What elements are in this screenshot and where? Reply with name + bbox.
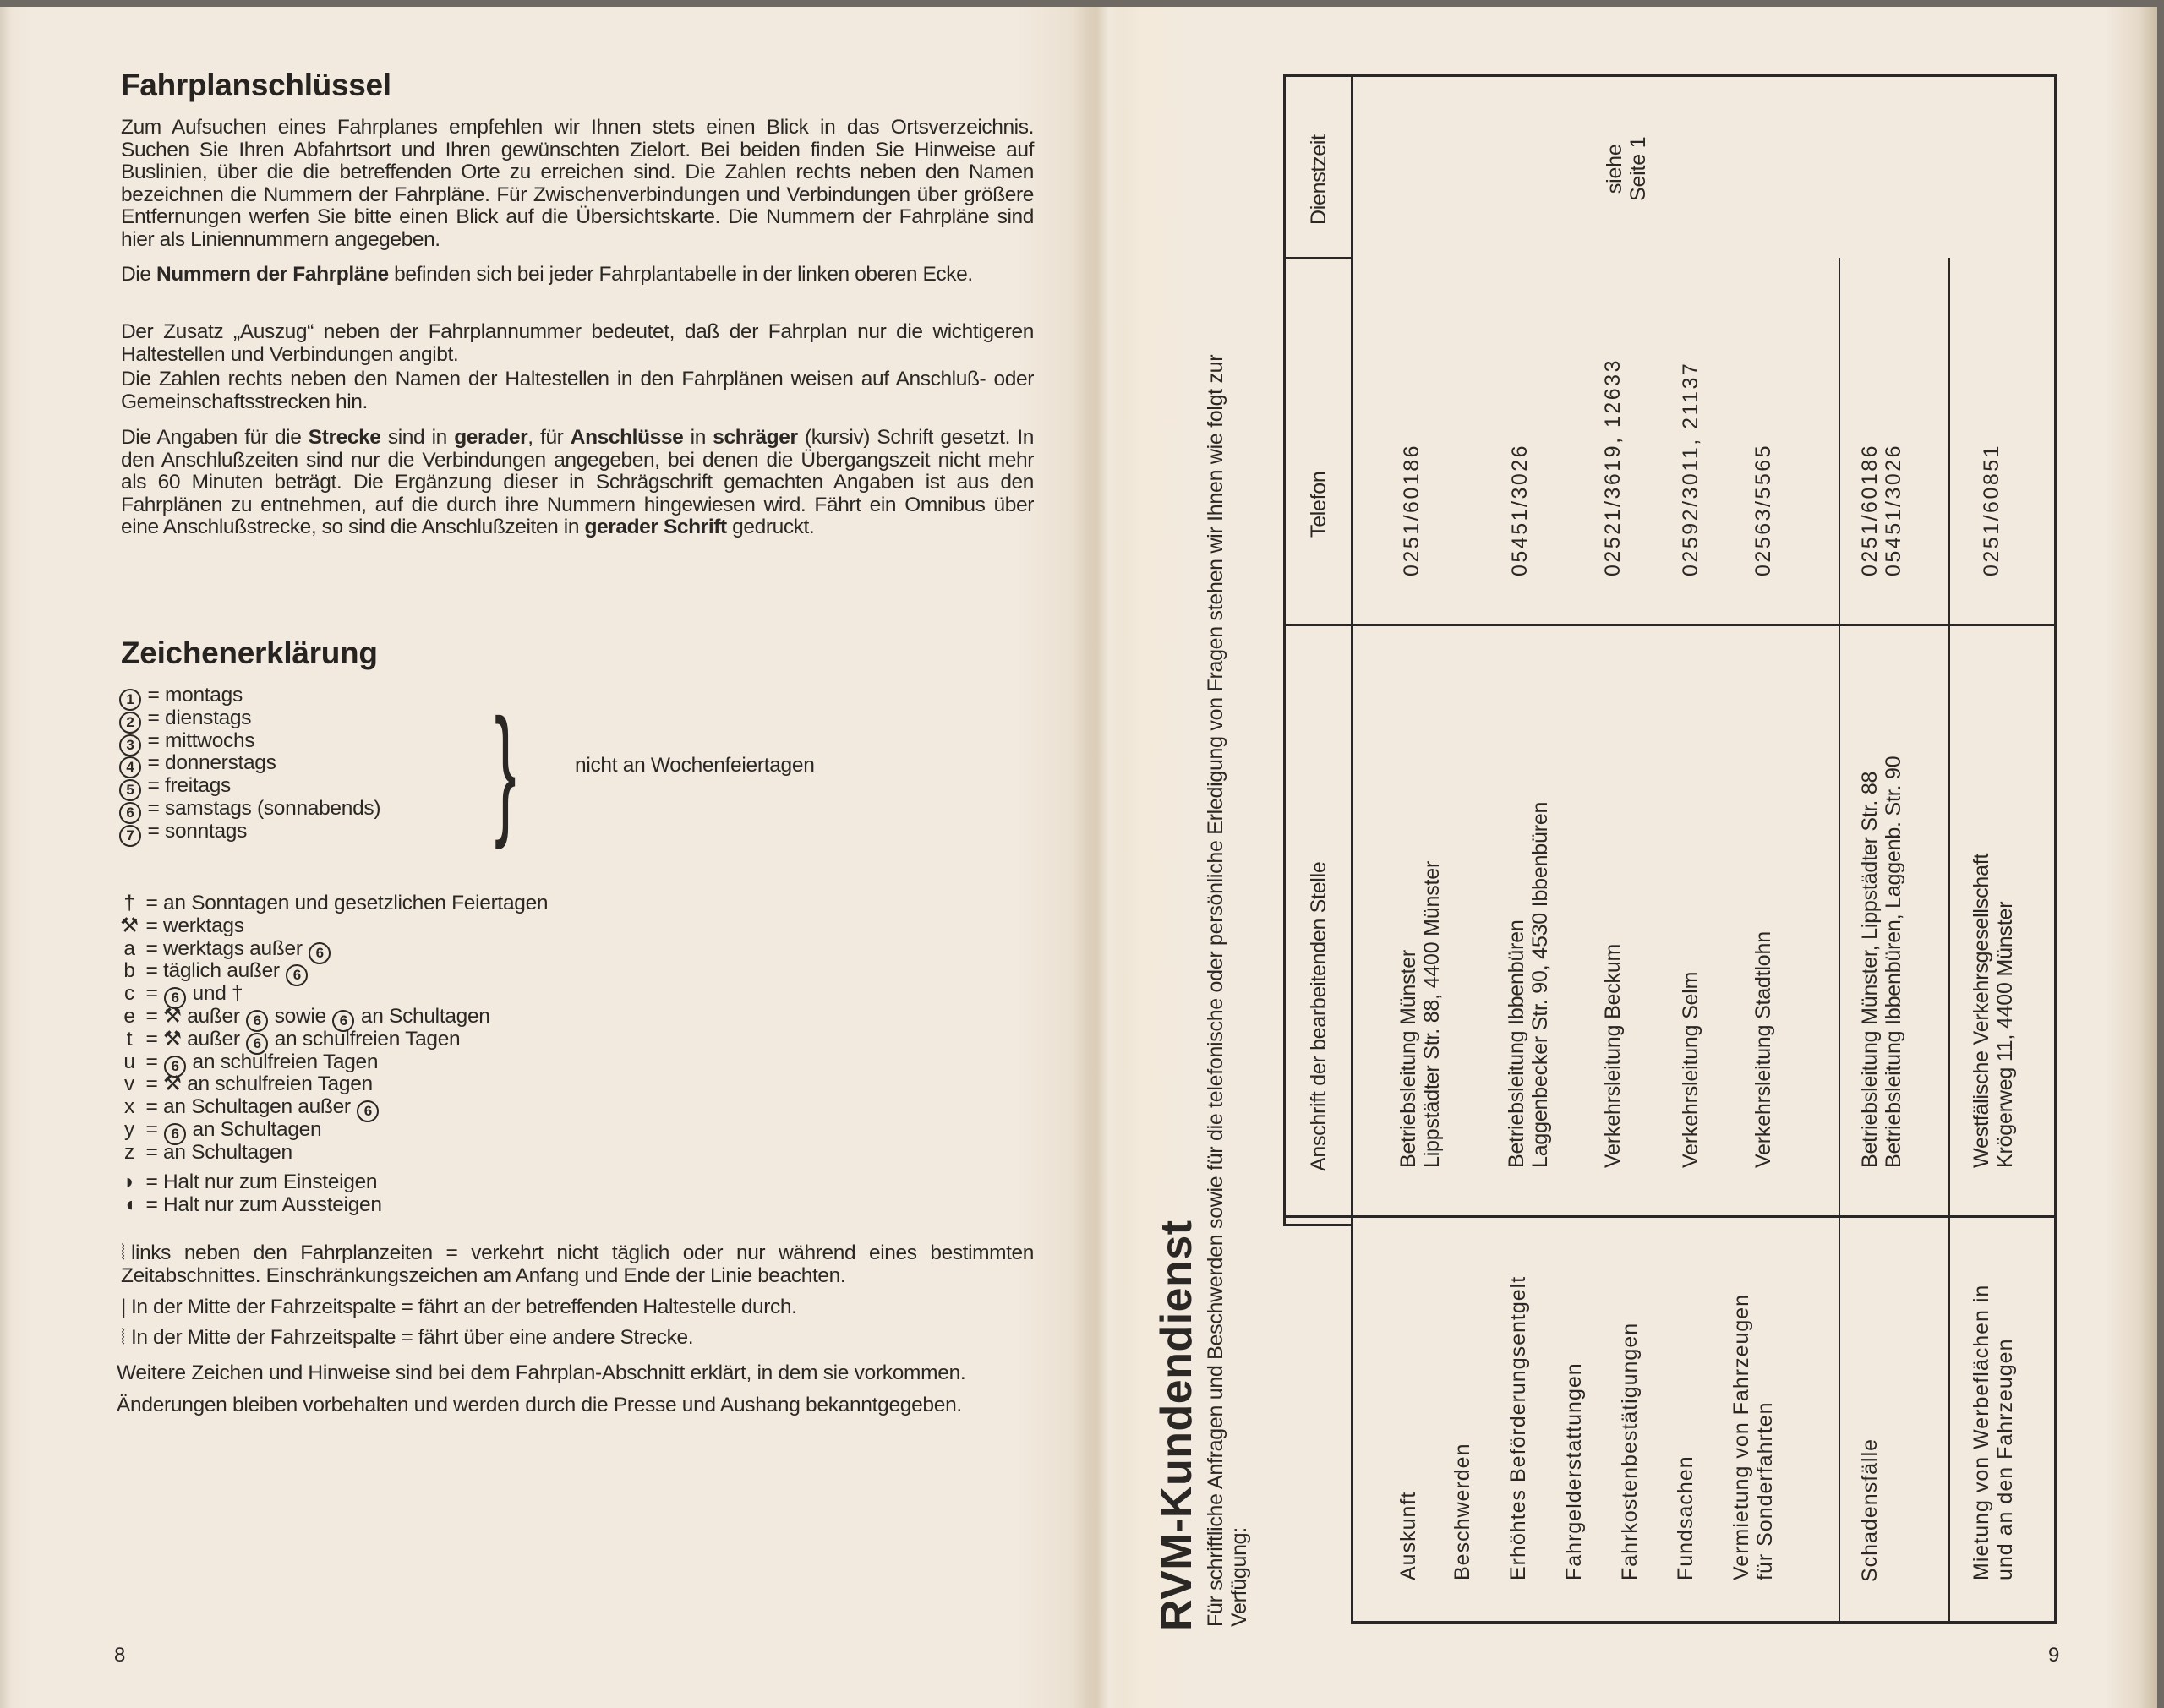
kundendienst-intro xyxy=(1204,355,1251,1627)
circled-six-icon: 6 xyxy=(357,1100,379,1122)
symbol-note xyxy=(121,1296,1034,1319)
table-border xyxy=(1283,1224,1352,1226)
legend-text: = mittwochs xyxy=(147,728,255,752)
legend-text: = ⚒ außer 6 an schulfreien Tagen xyxy=(146,1028,461,1050)
table-border xyxy=(1283,1215,2057,1218)
legend-symbol: c xyxy=(124,982,134,1006)
weekday-legend-item xyxy=(118,821,247,847)
header-phone: Telefon xyxy=(1307,471,1331,538)
symbol-note xyxy=(121,1327,1034,1350)
circled-six-icon: 6 xyxy=(164,1123,186,1145)
circled-six-icon: 6 xyxy=(164,987,186,1009)
circled-six-icon: 6 xyxy=(309,942,331,964)
address-werbeflaechen: Westfälische Verkehrsgesellschaft Krögerweg 11, 4400 Münster xyxy=(1970,853,2017,1168)
stop-legend-item xyxy=(118,1171,377,1194)
legend-text: = samstags (sonnabends) xyxy=(147,797,381,820)
line-symbol-icon: | xyxy=(121,1296,126,1318)
phone-cell: 02521/3619, 12633 xyxy=(1601,358,1625,576)
intro-line-1: Für schriftliche Anfragen und Beschwerden sowie für die telefonische oder persönliche Erledigung von Fragen stehen wir Ihnen wie folgt zur xyxy=(1204,354,1227,1627)
legend-text: = an Sonntagen und gesetzlichen Feiertagen xyxy=(145,892,549,914)
circled-number-icon: 6 xyxy=(119,802,141,824)
table-border xyxy=(1948,258,1950,1623)
circled-number-icon: 2 xyxy=(119,712,141,734)
address-cell: Verkehrsleitung Selm xyxy=(1679,971,1702,1168)
legend-symbol: ◗ xyxy=(123,1170,136,1193)
hours-value: siehe Seite 1 xyxy=(1603,136,1650,201)
legend-symbol: a xyxy=(123,936,135,960)
circled-number-icon: 1 xyxy=(119,689,141,711)
legend-text: = montags xyxy=(147,684,243,707)
left-page xyxy=(0,7,1090,1708)
phone-cell: 02563/5565 xyxy=(1751,443,1775,576)
weekday-note: nicht an Wochenfeiertagen xyxy=(575,754,815,777)
legend-text: = 6 an schulfreien Tagen xyxy=(146,1050,379,1073)
fahrplan-paragraph-1: Zum Aufsuchen eines Fahrplanes empfehlen wir Ihnen stets einen Blick in das Ortsverzeichnis. Suchen Sie Ihren Abfahrtsort und Ihren gewünschten Zielort. Bei beiden finden Sie Hinweise auf Buslinien, über die die betreffenden Orte zu erreichen sind. Die Zahlen rechts neben den Namen bezeichnen die Nummern der Fahrpläne. Für Zwischenverbindungen und Verbindungen über größere Entfernungen werfen Sie bitte einen Blick auf die Übersichtskarte. Die Nummern der Fahrpläne sind hier als Liniennummern angegeben. xyxy=(121,116,1034,251)
page-number-left: 8 xyxy=(114,1644,126,1667)
phone-werbeflaechen: 0251/60851 xyxy=(1980,443,2003,576)
fahrplan-heading: Fahrplanschlüssel xyxy=(121,68,391,102)
legend-text: = an Schultagen xyxy=(145,1140,292,1164)
legend-symbol: v xyxy=(124,1072,134,1096)
legend-text: = ⚒ außer 6 sowie 6 an Schultagen xyxy=(146,1005,490,1028)
circled-six-icon: 6 xyxy=(246,1033,268,1055)
phone-cell: 02592/3011, 21137 xyxy=(1679,361,1702,576)
table-border xyxy=(1839,258,1840,1623)
table-border xyxy=(1283,74,1286,1225)
line-symbol-icon: ⦚ xyxy=(121,1241,125,1264)
page-number-right: 9 xyxy=(2048,1644,2060,1667)
topic-cell: Fahrgelderstattungen xyxy=(1562,1362,1586,1580)
footer-note-2: Änderungen bleiben vorbehalten und werden durch die Presse und Aushang bekanntgegeben. xyxy=(117,1394,962,1416)
fahrplan-paragraph-3: Der Zusatz „Auszug“ neben der Fahrplannummer bedeutet, daß der Fahrplan nur die wichtigeren Haltestellen und Verbindungen angibt. xyxy=(121,320,1034,366)
note-text: links neben den Fahrplanzeiten = verkehrt nicht täglich oder nur während eines bestimmten Zeitabschnittes. Einschränkungszeichen am Anfang und Ende der Linie beachten. xyxy=(121,1241,1034,1287)
note-text: In der Mitte der Fahrzeitspalte = fährt über eine andere Strecke. xyxy=(131,1326,694,1349)
legend-text: = donnerstags xyxy=(147,751,276,775)
legend-text: = täglich außer 6 xyxy=(146,959,309,982)
header-address: Anschrift der bearbeitenden Stelle xyxy=(1307,861,1331,1171)
code-legend-item xyxy=(118,1142,292,1165)
legend-text: = 6 an Schultagen xyxy=(146,1118,322,1141)
legend-symbol xyxy=(118,821,142,847)
legend-text: = Halt nur zum Einsteigen xyxy=(145,1170,378,1193)
header-hours: Dienstzeit xyxy=(1307,134,1331,225)
legend-symbol: b xyxy=(123,959,135,983)
book-spine xyxy=(1074,7,1124,1708)
legend-heading: Zeichenerklärung xyxy=(121,636,378,670)
phone-cell: 0251/60186 xyxy=(1400,443,1424,576)
legend-text: = an Schultagen außer 6 xyxy=(146,1095,380,1118)
legend-symbol: t xyxy=(126,1027,133,1050)
legend-text: = 6 und † xyxy=(146,982,243,1005)
topic-cell: Erhöhtes Beförderungsentgelt xyxy=(1506,1275,1530,1580)
legend-symbol: ◖ xyxy=(123,1192,136,1216)
legend-text: = ⚒ an schulfreien Tagen xyxy=(145,1072,373,1096)
legend-symbol: x xyxy=(124,1095,134,1119)
phone-cell: 05451/3026 xyxy=(1508,443,1532,576)
topic-cell: Vermietung von Fahrzeugen für Sonderfahrten xyxy=(1730,1293,1777,1580)
legend-text: = dienstags xyxy=(147,706,252,729)
legend-symbol: y xyxy=(124,1118,134,1141)
phone-schadensfaelle: 0251/60186 05451/3026 xyxy=(1858,443,1905,576)
legend-symbol: u xyxy=(123,1050,135,1073)
circled-number-icon: 3 xyxy=(119,734,141,756)
table-border xyxy=(2054,74,2057,1623)
legend-symbol: e xyxy=(123,1005,135,1028)
legend-text: = freitags xyxy=(147,774,231,798)
code-legend-item xyxy=(118,892,548,915)
note-text: In der Mitte der Fahrzeitspalte = fährt an der betreffenden Haltestelle durch. xyxy=(131,1296,797,1318)
topic-werbeflaechen: Mietung von Werbeflächen in und an den Fahrzeugen xyxy=(1970,1284,2017,1580)
circled-number-icon: 5 xyxy=(119,779,141,801)
table-border xyxy=(1351,1621,2057,1624)
legend-text: = werktags xyxy=(145,914,244,937)
brace-icon: } xyxy=(495,690,516,850)
fahrplan-paragraph-4: Die Zahlen rechts neben den Namen der Haltestellen in den Fahrplänen weisen auf Anschluß- oder Gemeinschaftsstrecken hin. xyxy=(121,368,1034,413)
kundendienst-title: RVM-Kundendienst xyxy=(1152,1220,1201,1631)
table-border xyxy=(1283,624,2057,626)
line-symbol-icon: ⦚ xyxy=(121,1326,125,1349)
circled-six-icon: 6 xyxy=(164,1056,186,1078)
legend-symbol: † xyxy=(123,892,135,914)
address-cell: Betriebsleitung Ibbenbüren Laggenbecker Str. 90, 4530 Ibbenbüren xyxy=(1505,801,1552,1168)
fahrplan-paragraph-2: Die Nummern der Fahrpläne befinden sich bei jeder Fahrplantabelle in der linken oberen Ecke. xyxy=(121,263,973,286)
address-cell: Verkehrsleitung Stadtlohn xyxy=(1751,931,1775,1168)
circled-six-icon: 6 xyxy=(286,964,308,986)
legend-text: = sonntags xyxy=(147,819,248,843)
circled-six-icon: 6 xyxy=(246,1010,268,1032)
topic-cell: Auskunft xyxy=(1396,1491,1420,1580)
topic-schadensfaelle: Schadensfälle xyxy=(1858,1438,1882,1582)
code-legend-item xyxy=(118,1073,373,1096)
fahrplan-paragraph-5: Die Angaben für die Strecke sind in gerader, für Anschlüsse in schräger (kursiv) Schrift gesetzt. In den Anschlußzeiten sind nur die Verbindungen angegeben, bei denen die Übergangszeit nicht mehr als 60 Minuten beträgt. Die Ergänzung dieser in Schrägschrift gemachten Angaben ist aus den Fahrplänen zu entnehmen, auf die durch ihre Nummern hingewiesen wird. Fährt ein Omnibus über eine Anschlußstrecke, so sind die Anschlußzeiten in gerader Schrift gedruckt. xyxy=(121,426,1034,538)
topic-cell: Fundsachen xyxy=(1674,1455,1697,1580)
table-border xyxy=(1283,257,1352,259)
intro-line-2: Verfügung: xyxy=(1227,1527,1251,1627)
footer-note-1: Weitere Zeichen und Hinweise sind bei dem Fahrplan-Abschnitt erklärt, in dem sie vorkommen. xyxy=(117,1361,966,1384)
address-schadensfaelle: Betriebsleitung Münster, Lippstädter Str. 88 Betriebsleitung Ibbenbüren, Laggenb. Str. 90 xyxy=(1858,756,1905,1168)
table-border xyxy=(1351,74,1353,1623)
address-cell: Betriebsleitung Münster Lippstädter Str. 88, 4400 Münster xyxy=(1396,860,1444,1168)
code-legend-item xyxy=(118,915,244,938)
circled-number-icon: 7 xyxy=(119,825,141,847)
topic-cell: Fahrkostenbestätigungen xyxy=(1618,1322,1642,1580)
table-border xyxy=(1283,74,2057,77)
topic-cell: Beschwerden xyxy=(1451,1443,1474,1580)
legend-symbol: ⚒ xyxy=(120,914,139,937)
legend-symbol: z xyxy=(124,1140,134,1164)
stop-legend-item xyxy=(118,1194,382,1217)
legend-text: = Halt nur zum Aussteigen xyxy=(145,1192,382,1216)
address-cell: Verkehrsleitung Beckum xyxy=(1601,943,1625,1168)
circled-six-icon: 6 xyxy=(332,1010,354,1032)
legend-text: = werktags außer 6 xyxy=(146,937,332,960)
symbol-note xyxy=(121,1242,1034,1287)
circled-number-icon: 4 xyxy=(119,756,141,778)
